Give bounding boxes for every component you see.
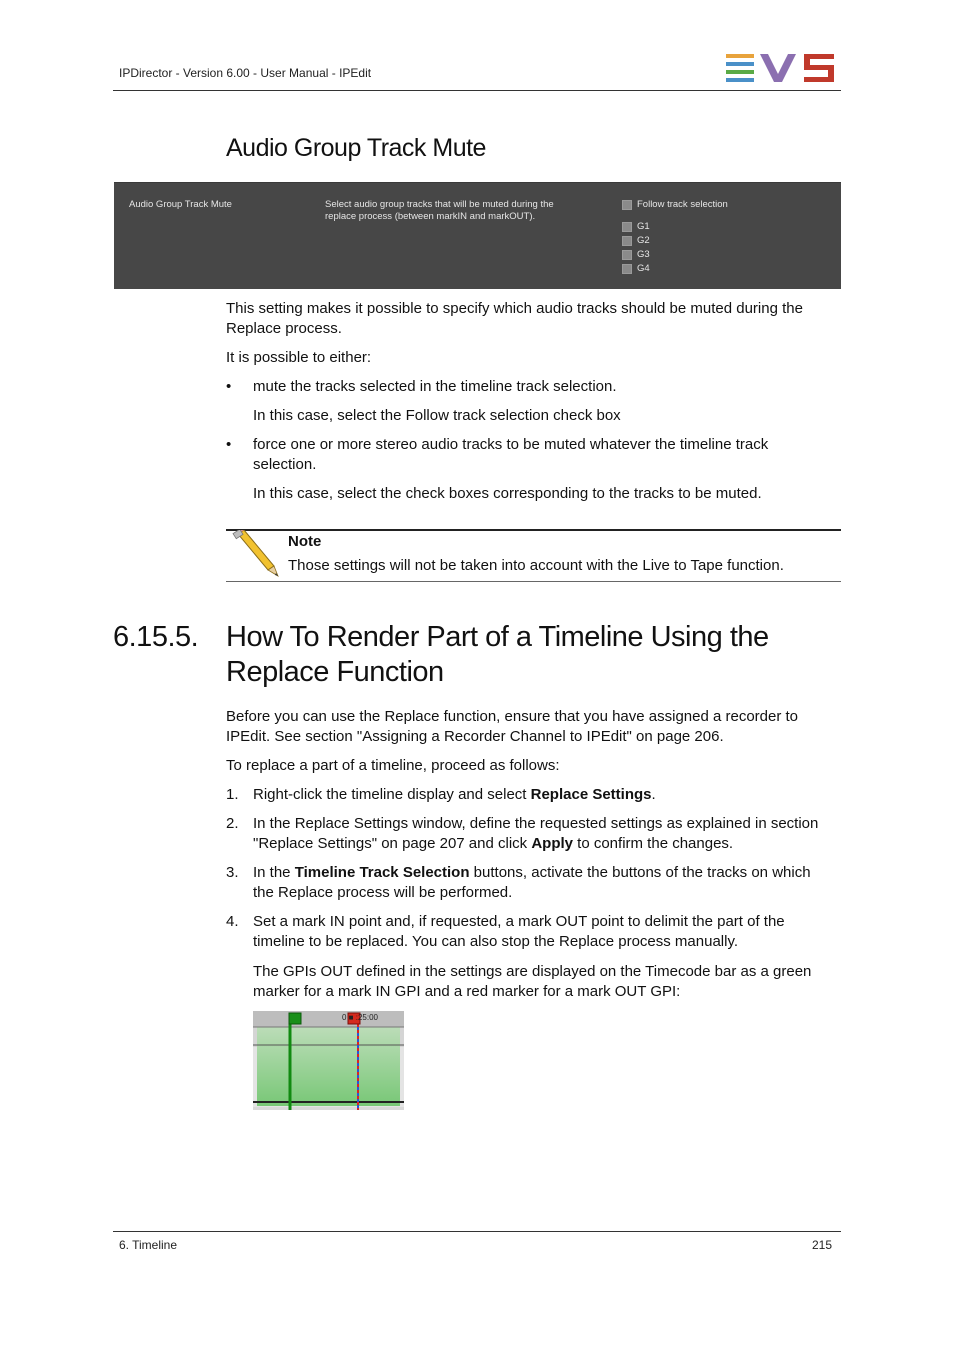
footer-chapter: 6. Timeline — [119, 1238, 178, 1252]
step-number: 4. — [226, 913, 239, 930]
paragraph-line: Before you can use the Replace function, ensure that you have assigned a recorder to — [226, 708, 799, 725]
checkbox-icon — [622, 222, 632, 232]
group-checkbox-g1[interactable]: G1 — [622, 221, 650, 232]
section-title-line: Replace Function — [226, 656, 444, 688]
step-text: Right-click the timeline display and select Replace Settings. — [253, 786, 656, 803]
step-text: "Replace Settings" on page 207 and click Apply to confirm the changes. — [253, 835, 734, 852]
pencil-icon — [232, 530, 280, 578]
checkbox-icon — [622, 250, 632, 260]
note-top-rule — [226, 529, 841, 531]
settings-panel-screenshot — [114, 182, 841, 289]
paragraph: To replace a part of a timeline, proceed as follows: — [226, 757, 560, 774]
bullet-text: selection. — [253, 456, 317, 473]
note-text: Those settings will not be taken into account with the Live to Tape function. — [288, 557, 784, 574]
bullet-text: force one or more stereo audio tracks to be muted whatever the timeline track — [253, 436, 769, 453]
step-text: timeline to be replaced. You can also stop the Replace process manually. — [253, 933, 739, 950]
header-rule — [113, 90, 841, 91]
section-title-line: How To Render Part of a Timeline Using the — [226, 621, 769, 653]
bullet-text: mute the tracks selected in the timeline track selection. — [253, 378, 617, 395]
note-title: Note — [288, 533, 322, 550]
panel-label: Audio Group Track Mute — [129, 199, 232, 210]
bullet-icon: • — [226, 378, 232, 395]
bullet-subtext: In this case, select the Follow track selection check box — [253, 407, 621, 424]
step-number: 1. — [226, 786, 239, 803]
timeline-graphic — [253, 1011, 404, 1110]
paragraph: It is possible to either: — [226, 349, 372, 366]
section-number: 6.15.5. — [113, 621, 199, 653]
footer-rule — [113, 1231, 841, 1232]
section-title — [226, 620, 846, 690]
paragraph-line: This setting makes it possible to specify which audio tracks should be muted during the — [226, 300, 803, 317]
checkbox-icon — [622, 200, 632, 210]
checkbox-icon — [622, 264, 632, 274]
step-text: Set a mark IN point and, if requested, a mark OUT point to delimit the part of the — [253, 913, 785, 930]
group-checkbox-g4[interactable]: G4 — [622, 263, 650, 274]
step-text: In the Timeline Track Selection buttons, activate the buttons of the tracks on which — [253, 864, 811, 881]
panel-description-line1: Select audio group tracks that will be muted during the — [325, 199, 554, 210]
step-text: In the Replace Settings window, define the requested settings as explained in section — [253, 815, 819, 832]
follow-track-selection-checkbox[interactable]: Follow track selection — [622, 199, 728, 210]
page-number: 215 — [812, 1238, 833, 1252]
group-checkbox-g2[interactable]: G2 — [622, 235, 650, 246]
step-text: the Replace process will be performed. — [253, 884, 513, 901]
bullet-icon: • — [226, 436, 232, 453]
group-checkbox-g3[interactable]: G3 — [622, 249, 650, 260]
step-subtext: The GPIs OUT defined in the settings are displayed on the Timecode bar as a green — [253, 963, 812, 980]
bullet-subtext: In this case, select the check boxes corresponding to the tracks to be muted. — [253, 485, 762, 502]
panel-description-line2: replace process (between markIN and markOUT). — [325, 211, 536, 222]
timecode-label: 0 ■ :25:00 — [342, 1013, 378, 1022]
paragraph-line: IPEdit. See section "Assigning a Recorder Channel to IPEdit" on page 206. — [226, 728, 724, 745]
section-heading: Audio Group Track Mute — [226, 134, 486, 162]
timeline-marker-screenshot — [253, 1011, 404, 1110]
paragraph-line: Replace process. — [226, 320, 342, 337]
section-heading-block — [113, 620, 853, 692]
note-bottom-rule — [226, 581, 841, 582]
running-header: IPDirector - Version 6.00 - User Manual - IPEdit — [119, 66, 372, 80]
checkbox-icon — [622, 236, 632, 246]
step-subtext: marker for a mark IN GPI and a red marker for a mark OUT GPI: — [253, 983, 681, 1000]
step-number: 3. — [226, 864, 239, 881]
evs-logo — [726, 54, 834, 82]
step-number: 2. — [226, 815, 239, 832]
